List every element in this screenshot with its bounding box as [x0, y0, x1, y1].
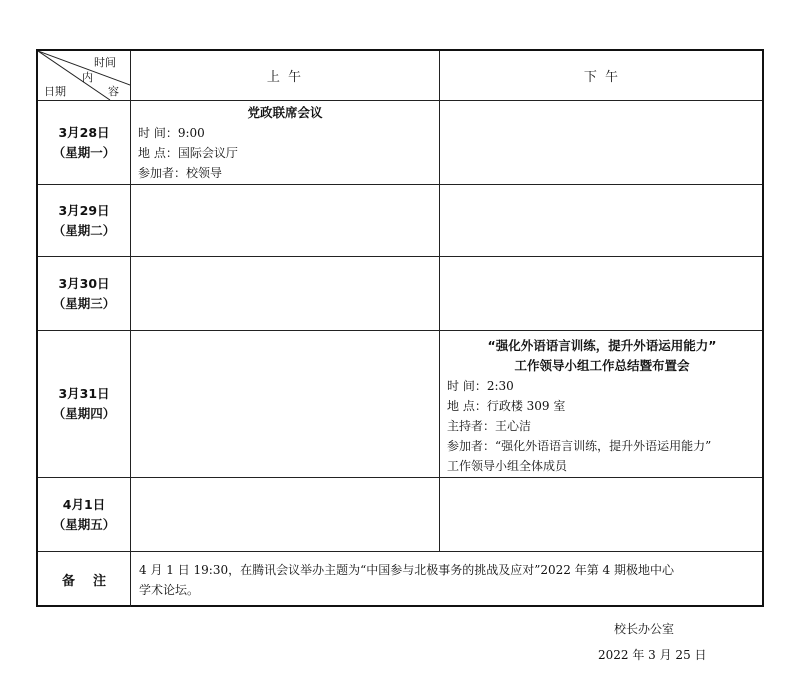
- date-cell: [38, 331, 130, 477]
- weekday-label: （星期一）: [52, 144, 116, 160]
- date-cell: [38, 101, 130, 184]
- corner-label-content-b: 容: [108, 85, 119, 98]
- row-divider: [38, 477, 762, 478]
- corner-label-date: 日期: [44, 85, 66, 98]
- event-title: 党政联席会议: [247, 105, 323, 120]
- weekday-label: （星期五）: [52, 516, 116, 532]
- morning-column-header: 上 午: [266, 70, 304, 85]
- corner-label-time: 时间: [94, 56, 116, 69]
- date-cell: [38, 257, 130, 330]
- weekday-label: （星期三）: [52, 295, 116, 311]
- remarks-label: 备注: [61, 574, 124, 589]
- weekday-label: （星期四）: [52, 406, 116, 421]
- issue-date: 2022 年 3 月 25 日: [598, 648, 707, 662]
- date-label: 3月30日: [58, 275, 110, 291]
- row-divider: [38, 100, 762, 101]
- event-location: 地 点：行政楼 309 室: [447, 399, 566, 413]
- event-attendees: 参加者：校领导: [138, 166, 223, 180]
- remarks-content: [131, 552, 764, 607]
- row-divider: [38, 256, 762, 257]
- date-cell: [38, 478, 130, 551]
- event-title: 工作领导小组工作总结暨布置会: [514, 358, 690, 373]
- row-divider: [38, 184, 762, 185]
- date-label: 3月31日: [58, 386, 110, 401]
- event-location: 地 点：国际会议厅: [138, 146, 238, 160]
- event-attendees: 工作领导小组全体成员: [447, 459, 568, 473]
- date-cell: [38, 185, 130, 256]
- row-divider: [38, 330, 762, 331]
- event-time: 时 间：9:00: [138, 126, 205, 140]
- date-label: 3月29日: [58, 202, 110, 218]
- afternoon-column-header: 下 午: [583, 70, 621, 85]
- date-label: 3月28日: [58, 124, 110, 140]
- remarks-line: 4 月 1 日 19:30，在腾讯会议举办主题为“中国参与北极事务的挑战及应对”2022 年第 4 期极地中心: [139, 563, 674, 577]
- remarks-line: 学术论坛。: [139, 583, 200, 597]
- morning-cell: [131, 103, 439, 184]
- event-title: “强化外语语言训练，提升外语运用能力”: [487, 338, 717, 353]
- issuing-office: 校长办公室: [614, 622, 675, 636]
- weekday-label: （星期二）: [52, 222, 116, 238]
- schedule-table: [36, 49, 764, 607]
- event-time: 时 间：2:30: [447, 379, 514, 393]
- corner-header-cell: [38, 51, 130, 100]
- date-label: 4月1日: [62, 496, 106, 512]
- corner-label-content-a: 内: [82, 71, 93, 84]
- afternoon-cell: [440, 336, 764, 477]
- event-host: 主持者：王心洁: [447, 419, 532, 433]
- event-attendees: 参加者：“强化外语语言训练，提升外语运用能力”: [447, 439, 712, 453]
